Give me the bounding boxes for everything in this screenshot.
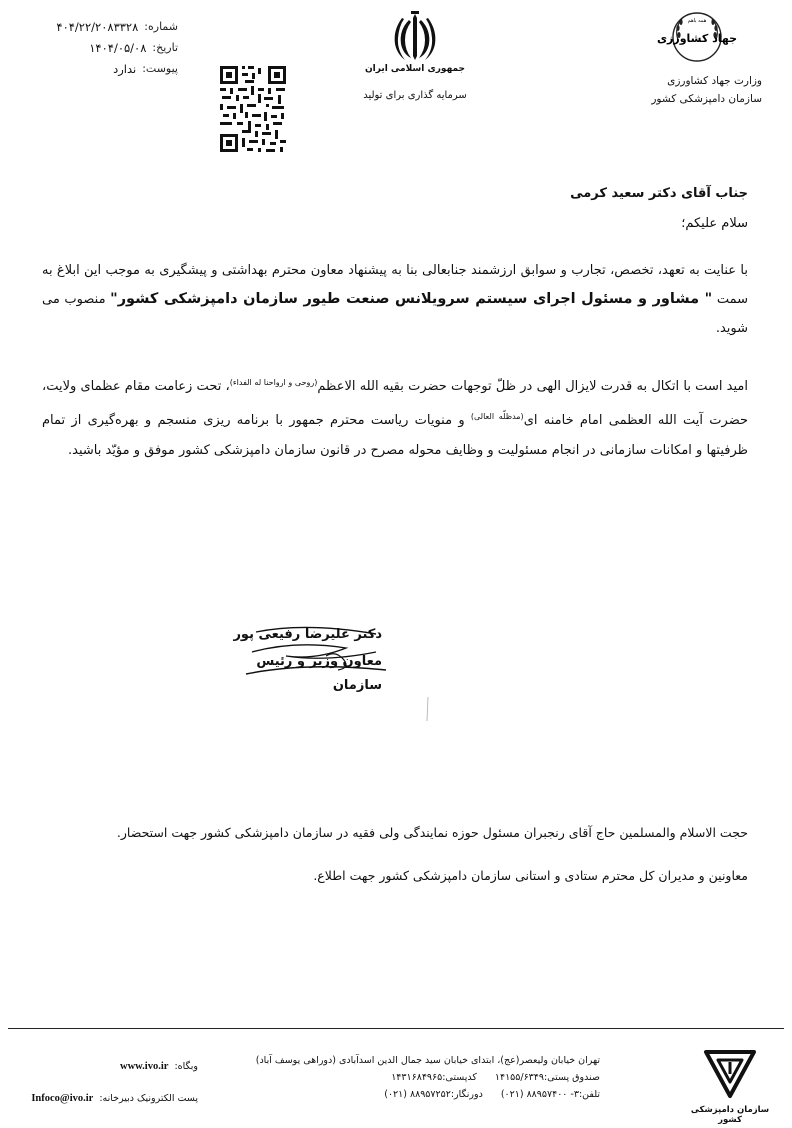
letter-metadata [28, 16, 178, 79]
email-label: پست الکترونیک دبیرخانه: [99, 1092, 198, 1104]
letter-number-label: شماره: [144, 20, 178, 33]
paragraph-wishes [42, 368, 748, 466]
footer-postal-row [260, 1069, 600, 1086]
footer-web-info [28, 1050, 198, 1114]
year-slogan: سرمایه گذاری برای تولید [363, 90, 467, 101]
letter-attachment-label: پیوست: [142, 62, 178, 75]
appointment-title: " مشاور و مسئول اجرای سیستم سرویلانس صنعت طیور سازمان دامپزشکی کشور" [110, 291, 713, 307]
national-emblem-block [340, 10, 490, 101]
handwritten-signature-icon [226, 612, 396, 686]
scan-mark-icon [426, 695, 430, 723]
paragraph-appointment [42, 256, 748, 343]
paragraph-wishes-part-2: ، تحت زعامت مقام عظمای ولایت، حضرت آیت الله العظمی امام خامنه ای [42, 379, 748, 428]
fax-value: ۸۸۹۵۷۲۵۲ (۰۲۱) [384, 1089, 451, 1100]
superscript-honorific-2: (مدظلّه العالی) [470, 412, 524, 421]
paragraph-wishes-part-1: امید است با اتکال به قدرت لایزال الهی در ظلّ توجهات حضرت بقیه الله الاعظم [317, 379, 749, 394]
footer-contact-info [255, 1052, 600, 1103]
footer-address: تهران خیابان ولیعصر(عج)، ابتدای خیابان سید جمال الدین اسدآبادی (دوراهی یوسف آباد) [255, 1055, 600, 1066]
letter-date-row [28, 37, 178, 58]
cc-line-2: معاونین و مدیران کل محترم ستادی و استانی سازمان دامپزشکی کشور جهت اطلاع. [313, 868, 748, 883]
letter-date-value: ۱۴۰۴/۰۵/۰۸ [89, 40, 147, 55]
letter-date-label: تاریخ: [152, 41, 178, 54]
paragraph-wishes-part-3: و منویات ریاست محترم جمهور با برنامه ریزی منسجم و بهره‌گیری از تمام ظرفیتها و امکانات سازمانی در انجام مسئولیت و وظایف محوله مصرح در قانون سازمان دامپزشکی کشور موفق و مؤیّد باشید. [42, 413, 748, 458]
iran-emblem-icon [391, 10, 439, 62]
letter-number-value: ۴۰۴/۲۲/۲۰۸۳۳۲۸ [56, 19, 139, 34]
logo-name: جهاد کشاورزی [656, 32, 738, 45]
letter-number-row [28, 16, 178, 37]
organization-name: سازمان دامپزشکی کشور [651, 93, 762, 105]
pobox-value: ۱۴۱۵۵/۶۳۴۹ [494, 1072, 544, 1083]
letter-attachment-value: ندارد [113, 61, 137, 76]
footer-phone-row [260, 1086, 600, 1103]
website-label: وبگاه: [174, 1060, 198, 1072]
veterinary-organization-logo-icon [700, 1044, 760, 1100]
ministry-header [632, 10, 762, 108]
letter-attachment-row [28, 58, 178, 79]
email-row [28, 1082, 198, 1114]
website-row [28, 1050, 198, 1082]
cc-line-1: حجت الاسلام والمسلمین حاج آقای رنجبران مسئول حوزه نمایندگی ولی فقیه در سازمان دامپزشکی کشور جهت استحضار. [116, 825, 748, 840]
signatory-title: معاون وزیر و رئیس سازمان [256, 654, 382, 693]
postal-code-value: ۱۴۳۱۶۸۴۹۶۵ [391, 1072, 443, 1083]
phone-value: ۳- ۸۸۹۵۷۴۰۰ (۰۲۱) [500, 1089, 579, 1100]
email-link[interactable]: Infoco@ivo.ir [31, 1092, 94, 1104]
signatory-name: دکتر علیرضا رفیعی پور [233, 627, 382, 642]
footer-divider [8, 1028, 784, 1029]
paragraph-appointment-intro: با عنایت به تعهد، تخصص، تجارب و سوابق ارزشمند جنابعالی بنا به پیشنهاد معاون محترم بهداشتی و پیشگیری به موجب این ابلاغ به سمت [42, 263, 748, 307]
paragraph-appointment-end: منصوب می شوید. [42, 292, 748, 336]
superscript-honorific-1: (روحی و ارواحنا له الفداء) [229, 378, 318, 387]
phone-label: تلفن: [578, 1089, 600, 1100]
postal-code-label: کدپستی: [442, 1072, 477, 1083]
country-name: جمهوری اسلامی ایران [364, 64, 466, 74]
pobox-label: صندوق پستی: [543, 1072, 600, 1083]
greeting: سلام علیکم؛ [681, 216, 748, 231]
footer-logo-block [684, 1044, 776, 1125]
ministry-name: وزارت جهاد کشاورزی [667, 75, 762, 87]
addressee: جناب آقای دکتر سعید کرمی [570, 186, 748, 201]
logo-top-text: همه باهم [687, 18, 707, 24]
jahad-keshavarzi-logo-icon [656, 10, 738, 64]
footer-logo-caption: سازمان دامپزشکی کشور [690, 1105, 770, 1125]
fax-label: دورنگار: [450, 1089, 483, 1100]
website-link[interactable]: www.ivo.ir [120, 1060, 169, 1072]
qr-code-icon [218, 64, 288, 154]
